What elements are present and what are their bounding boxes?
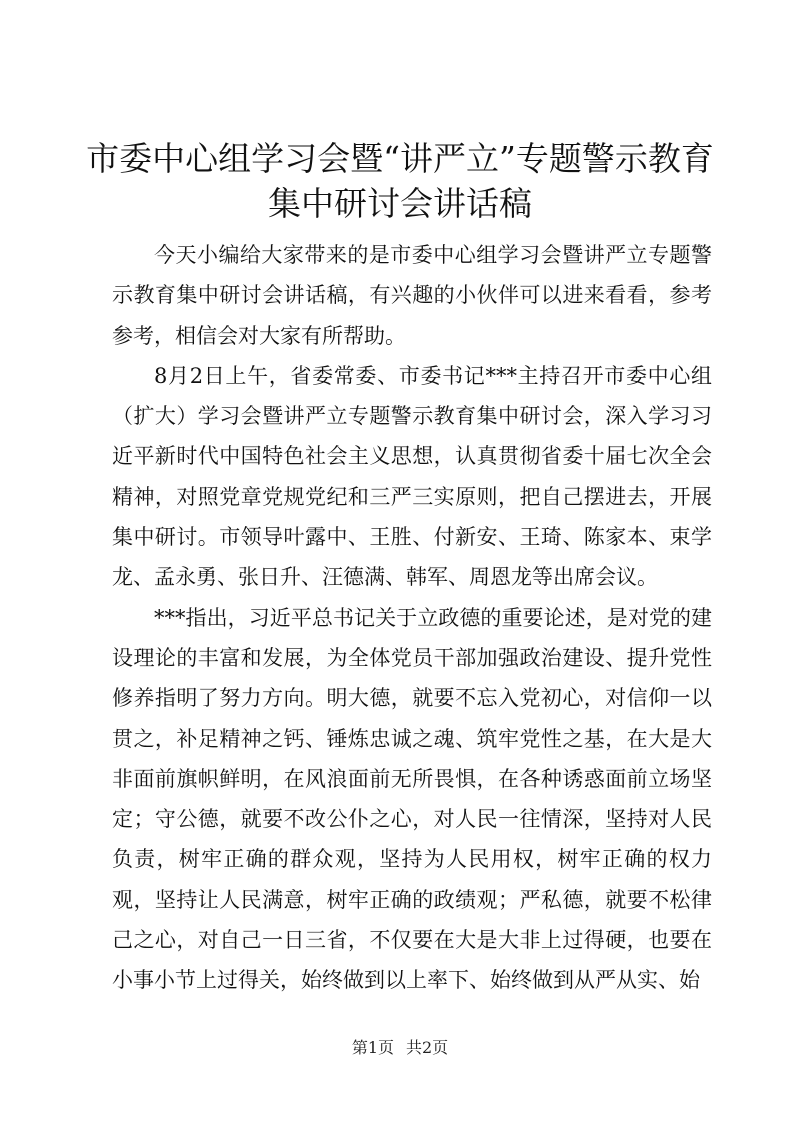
paragraph-intro: 今天小编给大家带来的是市委中心组学习会暨讲严立专题警示教育集中研讨会讲话稿，有兴趣的小伙伴可以进来看看，参考参考，相信会对大家有所帮助。 xyxy=(112,243,712,348)
paragraph-speech: ***指出，习近平总书记关于立政德的重要论述，是对党的建设理论的丰富和发展，为全体党员干部加强政治建设、提升党性修养指明了努力方向。明大德，就要不忘入党初心，对信仰一以贯之，补足精神之钙、锤炼忠诚之魂、筑牢党性之基，在大是大非面前旗帜鲜明，在风浪面前无所畏惧，在各种诱惑面前立场坚定；守公德，就要不改公仆之心，对人民一往情深，坚持对人民负责，树牢正确的群众观，坚持为人民用权，树牢正确的权力观，坚持让人民满意，树牢正确的政绩观；严私德，就要不松律己之心，对自己一日三省，不仅要在大是大非上过得硬，也要在小事小节上过得关，始终做到以上率下、始终做到从严从实、始 xyxy=(112,605,712,993)
document-title-line-1: 市委中心组学习会暨“讲严立”专题警示教育 xyxy=(86,139,714,178)
document-body xyxy=(112,235,712,1001)
paragraph-meeting: 8月2日上午，省委常委、市委书记***主持召开市委中心组（扩大）学习会暨讲严立专题警示教育集中研讨会，深入学习习近平新时代中国特色社会主义思想，认真贯彻省委十届七次全会精神，对照党章党规党纪和三严三实原则，把自己摆进去，开展集中研讨。市领导叶露中、王胜、付新安、王琦、陈家本、束学龙、孟永勇、张日升、汪德满、韩军、周恩龙等出席会议。 xyxy=(112,363,712,590)
page-number-current: 第1页 xyxy=(351,1038,394,1057)
page-footer xyxy=(0,1038,800,1058)
page-number-total: 共2页 xyxy=(406,1038,449,1057)
document-title-line-2: 集中研讨会讲话稿 xyxy=(268,184,532,223)
